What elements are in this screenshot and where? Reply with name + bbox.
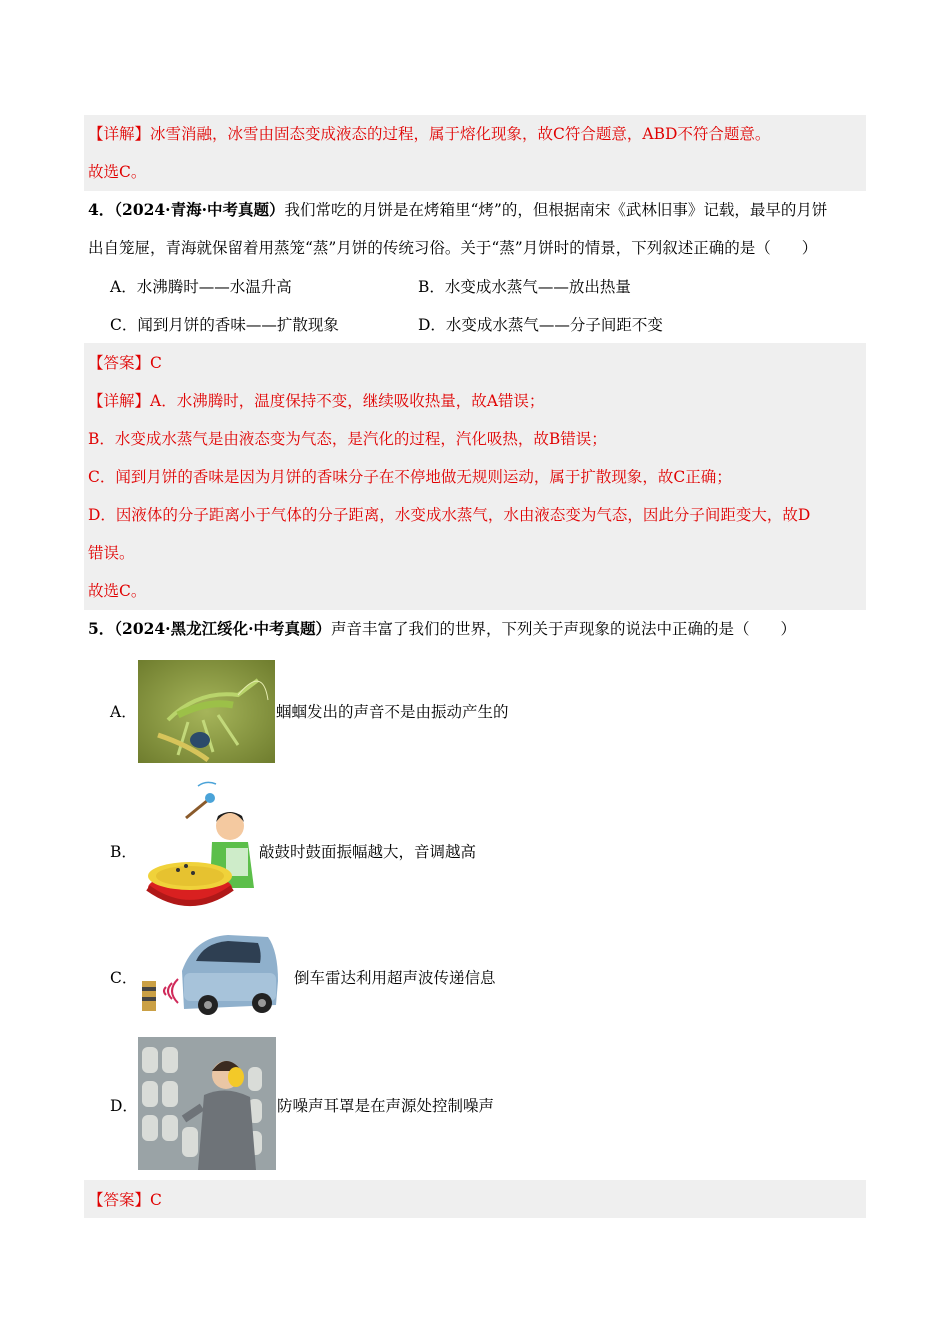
question-4-stem-line-2: 出自笼屉，青海就保留着用蒸笼“蒸”月饼的传统习俗。关于“蒸”月饼时的情景，下列叙述正确的是（ ）	[88, 239, 818, 257]
question-5-stem-text: 声音丰富了我们的世界，下列关于声现象的说法中正确的是（ ）	[330, 620, 796, 638]
question-5-option-d-text: 防噪声耳罩是在声源处控制噪声	[277, 1097, 495, 1115]
question-4-option-a: A．水沸腾时——水温升高	[110, 278, 292, 296]
question-4-option-d: D．水变成水蒸气——分子间距不变	[418, 316, 663, 334]
earmuff-worker-image	[138, 1037, 276, 1170]
question-4-number: 4．	[88, 200, 115, 219]
question-5-number: 5．	[88, 619, 115, 638]
answer-tag: 【答案】	[88, 354, 151, 372]
answer-value: C	[150, 1191, 162, 1209]
detail-line-1	[88, 124, 770, 144]
question-4-stem-line-1	[88, 200, 827, 220]
answer-value: C	[150, 354, 162, 372]
question-5-option-d-label: D．	[110, 1097, 138, 1115]
question-5-option-a-text: 蝈蝈发出的声音不是由振动产生的	[276, 703, 509, 721]
question-4-detail-d-1: D．因液体的分子距离小于气体的分子距离，水变成水蒸气，水由液态变为气态，因此分子间距变大，故D	[88, 506, 811, 524]
question-4-detail-b: B．水变成水蒸气是由液态变为气态，是汽化的过程，汽化吸热，故B错误；	[88, 430, 607, 448]
question-5-option-b-text: 敲鼓时鼓面振幅越大，音调越高	[259, 843, 477, 861]
conclusion-1: 故选C。	[88, 163, 147, 181]
drum-boy-image	[138, 778, 258, 918]
question-5-source: （2024·黑龙江绥化·中考真题）	[114, 619, 331, 638]
question-5-option-c-text: 倒车雷达利用超声波传递信息	[294, 969, 496, 987]
question-4-detail-c: C．闻到月饼的香味是因为月饼的香味分子在不停地做无规则运动，属于扩散现象，故C正确；	[88, 468, 732, 486]
question-4-stem-1: 我们常吃的月饼是在烤箱里“烤”的，但根据南宋《武林旧事》记载，最早的月饼	[284, 201, 828, 219]
question-5-stem	[88, 619, 796, 639]
question-5-option-b-label: B．	[110, 843, 137, 861]
detail-tag: 【详解】	[88, 125, 151, 143]
question-4-option-c: C．闻到月饼的香味——扩散现象	[110, 316, 339, 334]
answer-tag: 【答案】	[88, 1191, 151, 1209]
detail-tag: 【详解】	[88, 392, 151, 410]
detail-text: 冰雪消融，冰雪由固态变成液态的过程，属于熔化现象，故C符合题意，ABD不符合题意。	[150, 125, 771, 143]
grasshopper-image	[138, 660, 275, 763]
question-4-source: （2024·青海·中考真题）	[114, 200, 285, 219]
question-4-detail-d-2: 错误。	[88, 544, 135, 562]
question-4-answer	[88, 353, 162, 373]
detail-text: A．水沸腾时，温度保持不变，继续吸收热量，故A错误；	[150, 392, 545, 410]
question-5-answer	[88, 1190, 162, 1210]
question-4-detail-a	[88, 391, 544, 411]
question-4-conclusion: 故选C。	[88, 582, 147, 600]
question-5-option-c-label: C．	[110, 969, 138, 987]
question-5-option-a-label: A．	[110, 703, 137, 721]
question-4-option-b: B．水变成水蒸气——放出热量	[418, 278, 631, 296]
answer-shade-block-5	[84, 1180, 866, 1218]
car-radar-image	[138, 931, 280, 1019]
